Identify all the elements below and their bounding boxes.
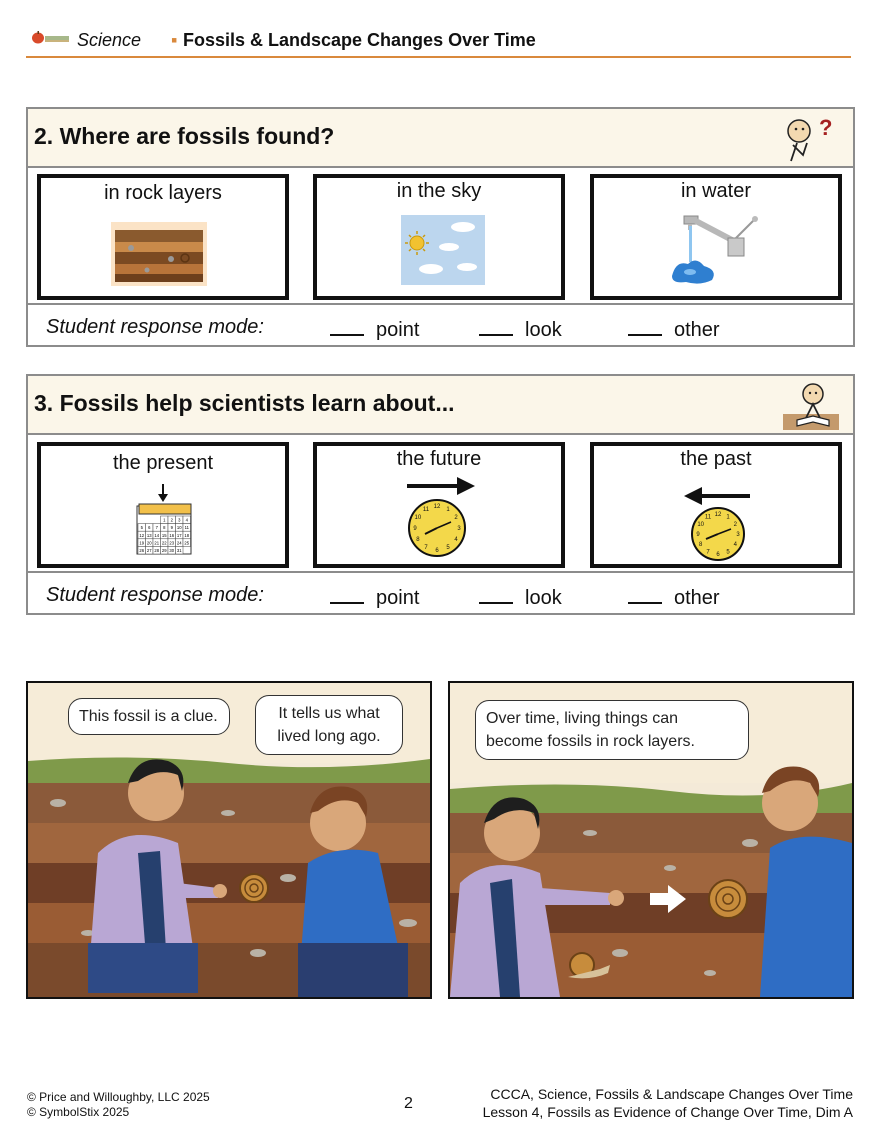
calendar-today-icon [133, 482, 193, 556]
clock-numeral: 1 [726, 514, 730, 521]
lesson-line: Lesson 4, Fossils as Evidence of Change Over Time, Dim A [482, 1104, 853, 1120]
response-option-look[interactable]: look [479, 584, 562, 610]
calendar-day: 20 [146, 540, 152, 546]
calendar-day: 24 [176, 540, 182, 546]
choice-water[interactable] [590, 174, 842, 300]
sky-sun-clouds-icon [401, 215, 485, 285]
clock-numeral: 7 [424, 545, 428, 552]
choice-past[interactable] [590, 442, 842, 568]
choice-label: in water [680, 180, 752, 202]
clock-numeral: 5 [446, 545, 450, 552]
calendar-day: 23 [169, 540, 175, 546]
clock-numeral: 8 [416, 537, 420, 543]
calendar-day: 25 [184, 540, 190, 546]
calendar-day: 1 [163, 517, 166, 523]
choice-future[interactable] [313, 442, 565, 568]
clock-forward-arrow-icon [403, 474, 479, 558]
clock-numeral: 10 [697, 522, 705, 528]
response-mode-row [28, 303, 853, 345]
footer-course-info [483, 1085, 853, 1121]
header-separator: ▪ [171, 30, 178, 50]
calendar-day: 19 [139, 540, 145, 546]
choice-sky[interactable] [313, 174, 565, 300]
page-header [26, 28, 851, 58]
clock-numeral: 11 [704, 514, 712, 521]
calendar-day: 2 [170, 517, 173, 523]
svg-text:?: ? [819, 115, 833, 140]
calendar-day: 11 [184, 525, 189, 531]
clock-numeral: 4 [454, 537, 458, 543]
response-mode-row [28, 571, 853, 613]
question-3-box [26, 374, 855, 615]
question-2-title: 2. Where are fossils found? [34, 123, 335, 149]
calendar-day: 3 [178, 517, 181, 523]
calendar-day: 4 [185, 517, 188, 523]
calendar-day: 22 [161, 540, 167, 546]
calendar-day: 9 [170, 525, 173, 531]
calendar-day: 12 [139, 532, 145, 538]
apple-logo-icon [30, 31, 70, 45]
calendar-day: 28 [154, 548, 160, 553]
thinking-person-question-icon [783, 113, 839, 163]
person-reading-book-icon [783, 380, 839, 430]
clock-numeral: 3 [736, 532, 740, 538]
question-3-title: 3. Fossils help scientists learn about... [34, 390, 455, 416]
comic-panel-2 [448, 681, 854, 999]
clock-numeral: 10 [414, 515, 422, 521]
response-option-point[interactable]: point [330, 584, 419, 610]
clock-numeral: 8 [699, 542, 703, 548]
calendar-day: 6 [148, 525, 151, 531]
question-2-header [28, 109, 853, 168]
speech-bubble-boy: It tells us what lived long ago. [255, 695, 403, 755]
calendar-day: 13 [146, 532, 152, 538]
header-subject: Science [77, 30, 142, 50]
question-2-box [26, 107, 855, 347]
response-mode-label: Student response mode: [46, 316, 264, 338]
response-option-other[interactable]: other [628, 316, 720, 342]
clock-numeral: 9 [696, 532, 700, 538]
clock-numeral: 6 [716, 552, 720, 558]
response-option-other[interactable]: other [628, 584, 720, 610]
calendar-day: 17 [176, 532, 182, 538]
calendar-day: 5 [140, 525, 143, 531]
calendar-day: 15 [161, 532, 167, 538]
footer-copyright [27, 1090, 210, 1120]
speech-bubble-girl: Over time, living things can become fossils in rock layers. [475, 700, 749, 760]
choice-label: the future [396, 448, 482, 470]
clock-numeral: 1 [446, 506, 450, 513]
calendar-day: 29 [161, 548, 167, 553]
faucet-water-icon [670, 210, 762, 288]
clock-numeral: 5 [726, 549, 730, 556]
clock-backward-arrow-icon [680, 482, 756, 562]
calendar-day: 30 [169, 548, 175, 553]
choice-label: in the sky [396, 180, 482, 202]
choice-label: in rock layers [104, 182, 222, 204]
clock-numeral: 7 [706, 549, 710, 556]
choice-label: the past [680, 448, 752, 470]
speech-bubble-girl: This fossil is a clue. [68, 698, 230, 735]
clock-numeral: 2 [454, 515, 458, 521]
calendar-day: 14 [154, 532, 160, 538]
header-title: Fossils & Landscape Changes Over Time [183, 30, 536, 50]
calendar-day: 18 [184, 532, 190, 538]
calendar-day: 21 [154, 540, 160, 546]
clock-numeral: 2 [733, 522, 737, 528]
copyright-line-2: © SymbolStix 2025 [27, 1105, 130, 1119]
calendar-day: 8 [163, 525, 166, 531]
rock-layers-icon [111, 222, 207, 286]
calendar-day: 16 [169, 532, 175, 538]
response-option-look[interactable]: look [479, 316, 562, 342]
copyright-line-1: © Price and Willoughby, LLC 2025 [27, 1090, 210, 1104]
clock-numeral: 11 [422, 506, 430, 513]
response-option-point[interactable]: point [330, 316, 419, 342]
choice-present[interactable] [37, 442, 289, 568]
clock-numeral: 3 [457, 526, 461, 532]
response-mode-label: Student response mode: [46, 584, 264, 606]
choice-label: the present [112, 452, 214, 474]
choice-rock-layers[interactable] [37, 174, 289, 300]
page-number: 2 [404, 1095, 413, 1112]
calendar-day: 31 [176, 548, 182, 553]
course-line: CCCA, Science, Fossils & Landscape Changes Over Time [490, 1086, 853, 1102]
calendar-day: 26 [139, 548, 145, 553]
clock-numeral: 6 [435, 548, 439, 554]
calendar-day: 7 [155, 525, 158, 531]
clock-numeral: 9 [413, 526, 417, 532]
clock-numeral: 12 [714, 512, 722, 518]
calendar-day: 27 [146, 548, 152, 553]
clock-numeral: 4 [733, 542, 737, 548]
question-3-header [28, 376, 853, 435]
comic-panel-1 [26, 681, 432, 999]
calendar-day: 10 [176, 525, 182, 531]
clock-numeral: 12 [433, 504, 441, 510]
